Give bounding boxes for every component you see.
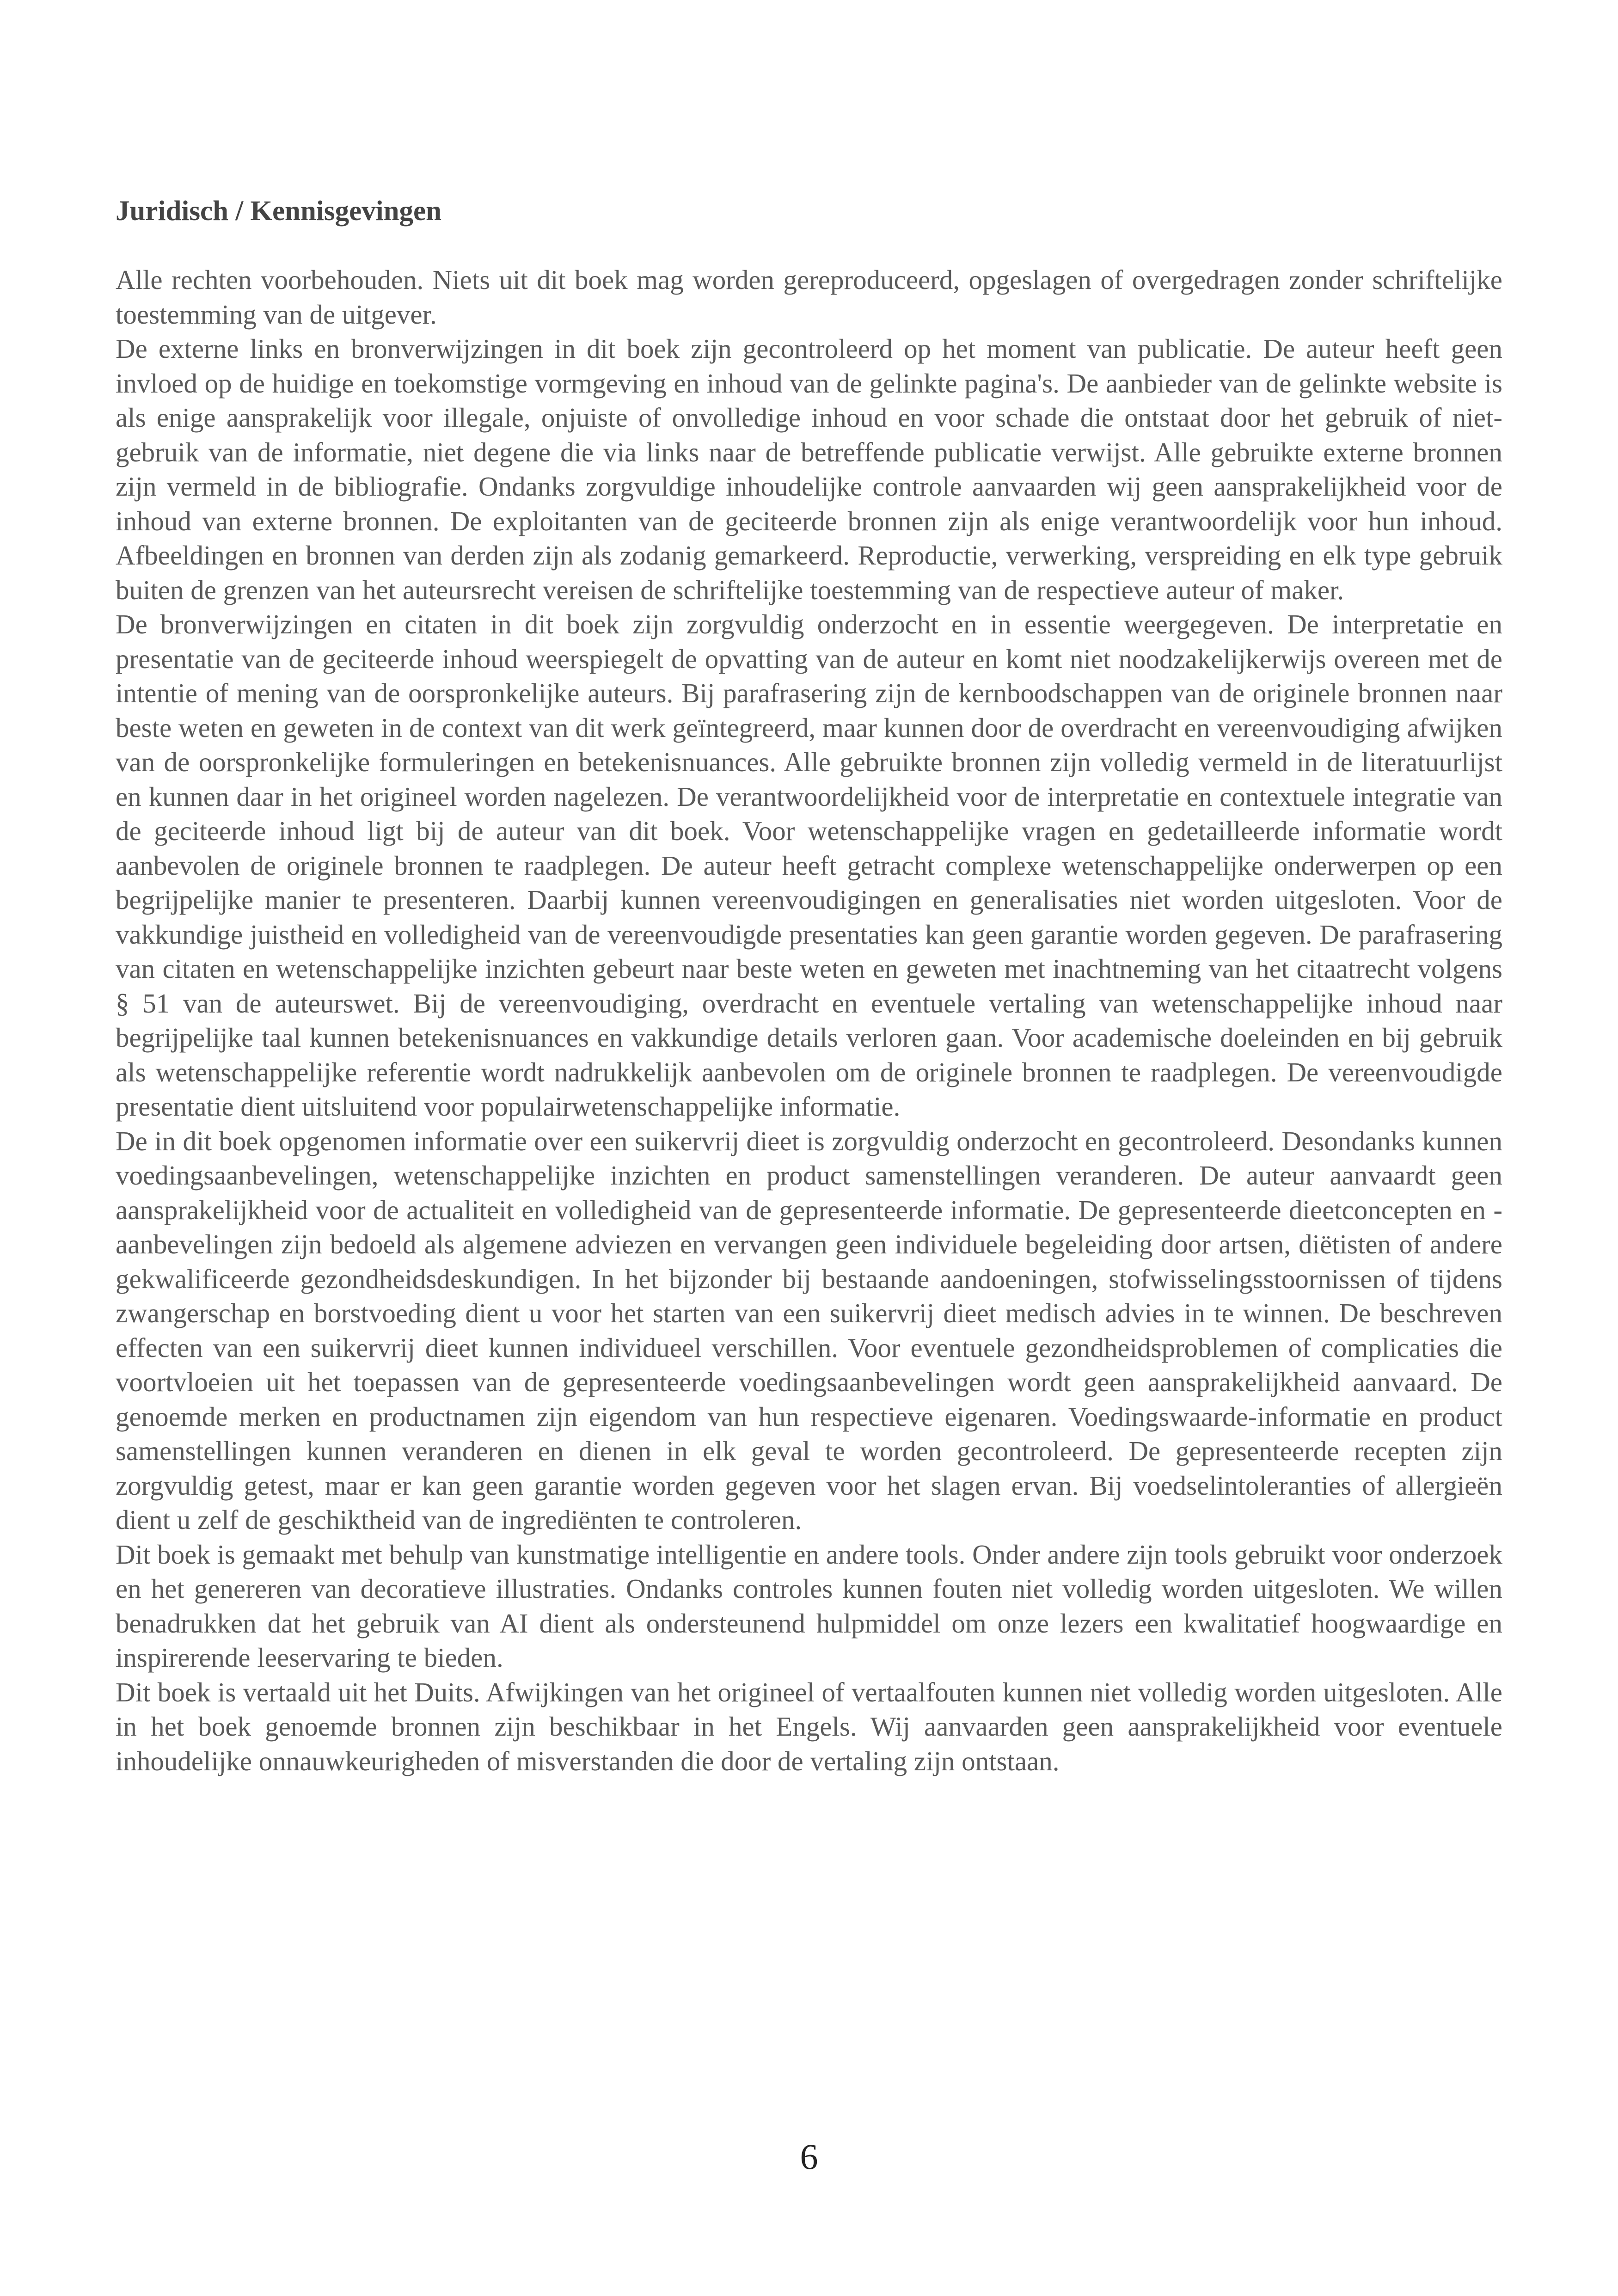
- paragraph-diet-disclaimer: De in dit boek opgenomen informatie over een suikervrij dieet is zorgvuldig onderzocht en gecontroleerd. Desondanks kunnen voedingsaanbevelingen, wetenschappelijke inzichten en product samenstellingen veranderen. De auteur aanvaardt geen aansprakelijkheid voor de actualiteit en volledigheid van de gepresenteerde informatie. De gepresenteerde dieetconcepten en -aanbevelingen zijn bedoeld als algemene adviezen en vervangen geen individuele begeleiding door artsen, diëtisten of andere gekwalificeerde gezondheidsdeskundigen. In het bijzonder bij bestaande aandoeningen, stofwisselingsstoornissen of tijdens zwangerschap en borstvoeding dient u voor het starten van een suikervrij dieet medisch advies in te winnen. De beschreven effecten van een suikervrij dieet kunnen individueel verschillen. Voor eventuele gezondheidsproblemen of complicaties die voortvloeien uit het toepassen van de gepresenteerde voedingsaanbevelingen wordt geen aansprakelijkheid aanvaard. De genoemde merken en productnamen zijn eigendom van hun respectieve eigenaren. Voedingswaarde-informatie en product samenstellingen kunnen veranderen en dienen in elk geval te worden gecontroleerd. De gepresenteerde recepten zijn zorgvuldig getest, maar er kan geen garantie worden gegeven voor het slagen ervan. Bij voedselintoleranties of allergieën dient u zelf de geschiktheid van de ingrediënten te controleren.: [116, 1125, 1502, 1535]
- paragraph-ai-usage: Dit boek is gemaakt met behulp van kunstmatige intelligentie en andere tools. Onder andere zijn tools gebruikt voor onderzoek en het genereren van decoratieve illustraties. Ondanks controles kunnen fouten niet volledig worden uitgesloten. We willen benadrukken dat het gebruik van AI dient als ondersteunend hulpmiddel om onze lezers een kwalitatief hoogwaardige en inspirerende leeservaring te bieden.: [116, 1539, 1502, 1673]
- paragraph-rights: Alle rechten voorbehouden. Niets uit dit boek mag worden gereproduceerd, opgeslagen of overgedragen zonder schriftelijke toestemming van de uitgever.: [116, 264, 1502, 330]
- page-content: [116, 194, 1502, 1778]
- paragraph-citations: De bronverwijzingen en citaten in dit boek zijn zorgvuldig onderzocht en in essentie weergegeven. De interpretatie en presentatie van de geciteerde inhoud weerspiegelt de opvatting van de auteur en komt niet noodzakelijkerwijs overeen met de intentie of mening van de oorspronkelijke auteurs. Bij parafrasering zijn de kernboodschappen van de originele bronnen naar beste weten en geweten in de context van dit werk geïntegreerd, maar kunnen door de overdracht en vereenvoudiging afwijken van de oorspronkelijke formuleringen en betekenisnuances. Alle gebruikte bronnen zijn volledig vermeld in de literatuurlijst en kunnen daar in het origineel worden nagelezen. De verantwoordelijkheid voor de interpretatie en contextuele integratie van de geciteerde inhoud ligt bij de auteur van dit boek. Voor wetenschappelijke vragen en gedetailleerde informatie wordt aanbevolen de originele bronnen te raadplegen. De auteur heeft getracht complexe wetenschappelijke onderwerpen op een begrijpelijke manier te presenteren. Daarbij kunnen vereenvoudigingen en generalisaties niet worden uitgesloten. Voor de vakkundige juistheid en volledigheid van de vereenvoudigde presentaties kan geen garantie worden gegeven. De parafrasering van citaten en wetenschappelijke inzichten gebeurt naar beste weten en geweten met inachtneming van het citaatrecht volgens § 51 van de auteurswet. Bij de vereenvoudiging, overdracht en eventuele vertaling van wetenschappelijke inhoud naar begrijpelijke taal kunnen betekenisnuances en vakkundige details verloren gaan. Voor academische doeleinden en bij gebruik als wetenschappelijke referentie wordt nadrukkelijk aanbevolen om de originele bronnen te raadplegen. De vereenvoudigde presentatie dient uitsluitend voor populairwetenschappelijke informatie.: [116, 609, 1502, 1122]
- paragraph-external-links: De externe links en bronverwijzingen in dit boek zijn gecontroleerd op het moment van publicatie. De auteur heeft geen invloed op de huidige en toekomstige vormgeving en inhoud van de gelinkte pagina's. De aanbieder van de gelinkte website is als enige aansprakelijk voor illegale, onjuiste of onvolledige inhoud en voor schade die ontstaat door het gebruik of niet-gebruik van de informatie, niet degene die via links naar de betreffende publicatie verwijst. Alle gebruikte externe bronnen zijn vermeld in de bibliografie. Ondanks zorgvuldige inhoudelijke controle aanvaarden wij geen aansprakelijkheid voor de inhoud van externe bronnen. De exploitanten van de geciteerde bronnen zijn als enige verantwoordelijk voor hun inhoud. Afbeeldingen en bronnen van derden zijn als zodanig gemarkeerd. Reproductie, verwerking, verspreiding en elk type gebruik buiten de grenzen van het auteursrecht vereisen de schriftelijke toestemming van de respectieve auteur of maker.: [116, 333, 1502, 605]
- page-title: Juridisch / Kennisgevingen: [116, 196, 442, 227]
- page-number: 6: [800, 2136, 818, 2177]
- paragraph-translation: Dit boek is vertaald uit het Duits. Afwijkingen van het origineel of vertaalfouten kunnen niet volledig worden uitgesloten. Alle in het boek genoemde bronnen zijn beschikbaar in het Engels. Wij aanvaarden geen aansprakelijkheid voor eventuele inhoudelijke onnauwkeurigheden of misverstanden die door de vertaling zijn ontstaan.: [116, 1676, 1502, 1776]
